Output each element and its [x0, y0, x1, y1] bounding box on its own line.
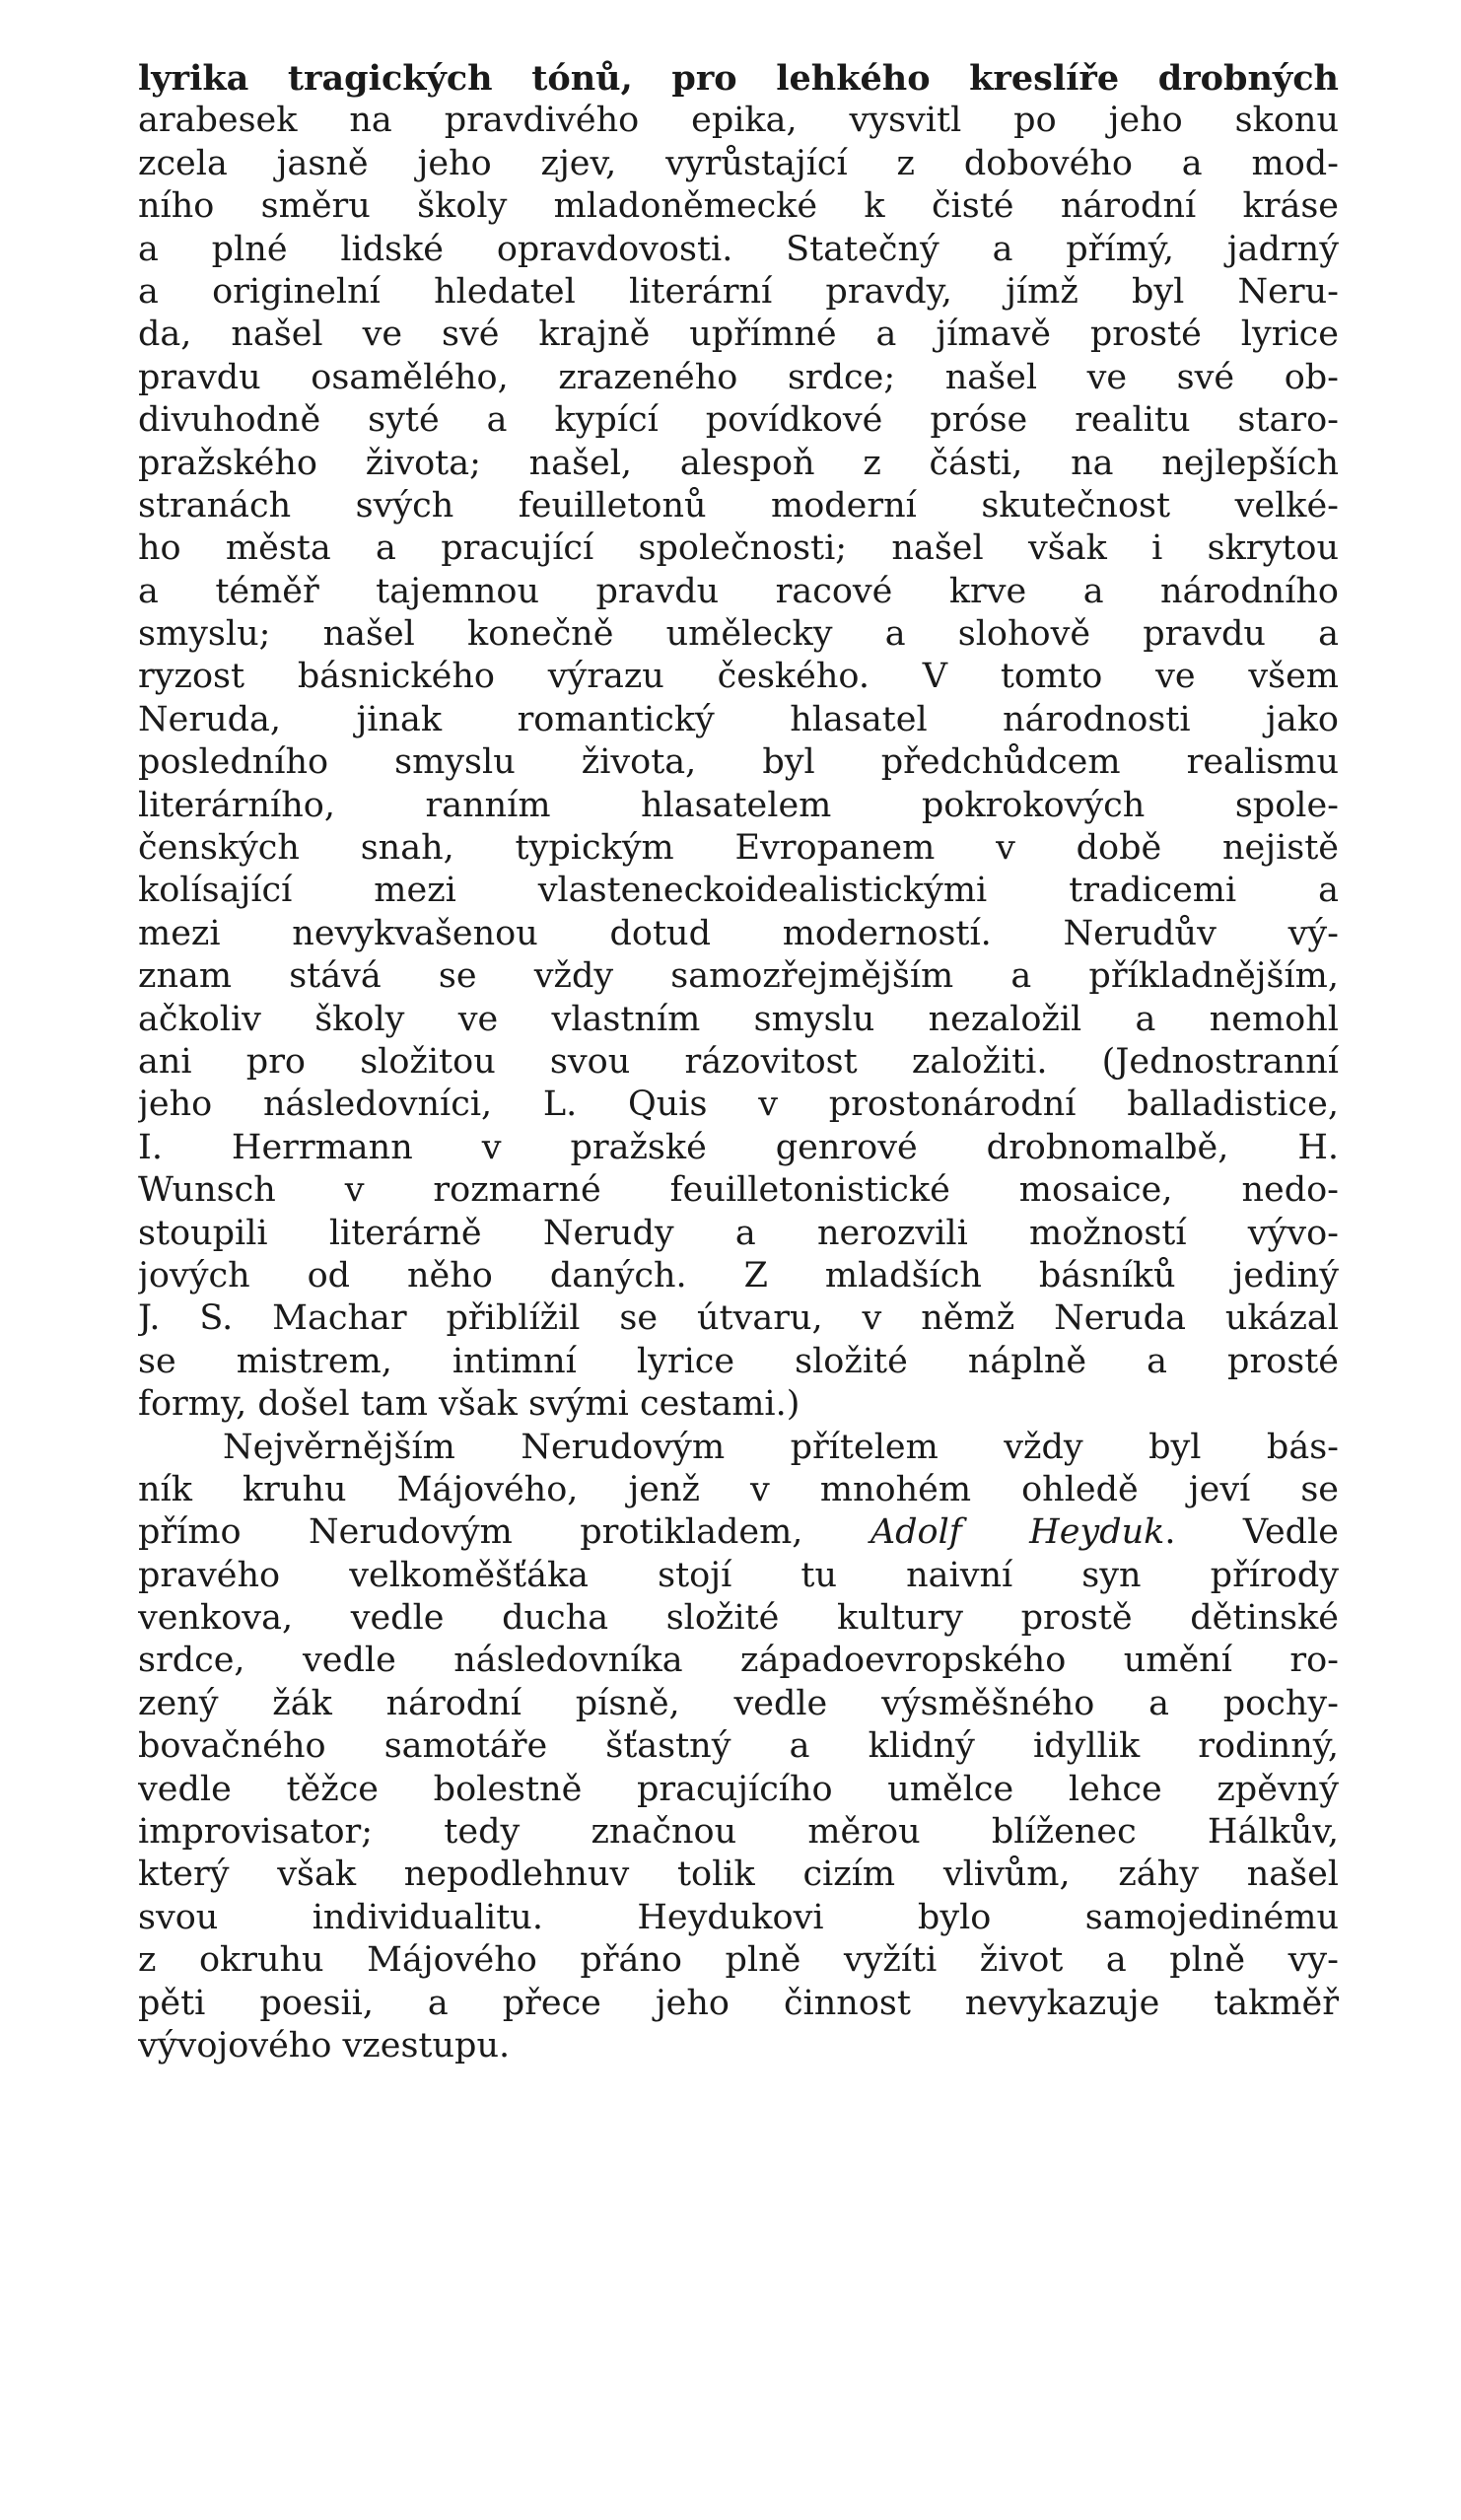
- emphasized-name: Adolf Heyduk: [870, 1512, 1165, 1553]
- text-line: pravého velkoměšťáka stojí tu naivní syn přírody: [138, 1555, 1339, 1595]
- text-line: kolísající mezi vlasteneckoidealistickými tradicemi a: [138, 871, 1339, 911]
- text-line: stranách svých feuilletonů moderní skutečnost velké-: [138, 485, 1339, 525]
- text-line: srdce, vedle následovníka západoevropského umění ro-: [138, 1641, 1339, 1681]
- text-line: lyrika tragických tónů, pro lehkého kreslíře drobných: [138, 58, 1339, 99]
- document-page: [138, 57, 1339, 2067]
- text-line: zený žák národní písně, vedle výsměšného a pochy-: [138, 1683, 1339, 1723]
- text-line: da, našel ve své krajně upřímné a jímavě prosté lyrice: [138, 315, 1339, 355]
- text-line: vedle těžce bolestně pracujícího umělce lehce zpěvný: [138, 1769, 1339, 1809]
- text-line: který však nepodlehnuv tolik cizím vlivům, záhy našel: [138, 1855, 1339, 1895]
- text-line: a téměř tajemnou pravdu racové krve a národního: [138, 571, 1339, 611]
- text-line: improvisator; tedy značnou měrou blíženec Hálkův,: [138, 1812, 1339, 1853]
- text-line: formy, došel tam však svými cestami.): [138, 1384, 800, 1425]
- text-line: mezi nevykvašenou dotud moderností. Nerudův vý-: [138, 913, 1339, 953]
- text-line: arabesek na pravdivého epika, vysvitl po jeho skonu: [138, 101, 1339, 141]
- text-line: stoupili literárně Nerudy a nerozvili možností vývo-: [138, 1213, 1339, 1253]
- text-line: pravdu osamělého, zrazeného srdce; našel ve své ob-: [138, 357, 1339, 397]
- text-line: z okruhu Májového přáno plně vyžíti život a plně vy-: [138, 1940, 1339, 1981]
- text-line: ačkoliv školy ve vlastním smyslu nezaložil a nemohl: [138, 999, 1339, 1039]
- text-line: Nejvěrnějším Nerudovým přítelem vždy byl bás-: [223, 1427, 1339, 1467]
- text-line: ryzost básnického výrazu českého. V tomto ve všem: [138, 657, 1339, 697]
- text-line: vývojového vzestupu.: [138, 2025, 511, 2065]
- text-line: čenských snah, typickým Evropanem v době nejistě: [138, 828, 1339, 869]
- text-line: jeho následovníci, L. Quis v prostonárodní balladistice,: [138, 1085, 1339, 1125]
- text-line: pražského života; našel, alespoň z části, na nejlepších: [138, 443, 1339, 483]
- text-line: divuhodně syté a kypící povídkové próse realitu staro-: [138, 400, 1339, 441]
- text-line: ního směru školy mladoněmecké k čisté národní kráse: [138, 186, 1339, 227]
- text-line: jových od něho daných. Z mladších básníků jediný: [138, 1255, 1339, 1295]
- text-line: venkova, vedle ducha složité kultury prostě dětinské: [138, 1598, 1339, 1639]
- text-line: J. S. Machar přiblížil se útvaru, v němž Neruda ukázal: [138, 1298, 1339, 1339]
- text-line: ani pro složitou svou rázovitost založiti. (Jednostranní: [138, 1041, 1339, 1082]
- text-line: Neruda, jinak romantický hlasatel národnosti jako: [138, 699, 1339, 739]
- text-line: a plné lidské opravdovosti. Statečný a přímý, jadrný: [138, 229, 1339, 269]
- text-line: se mistrem, intimní lyrice složité náplně a prosté: [138, 1341, 1339, 1381]
- text-line: ho města a pracující společnosti; našel však i skrytou: [138, 528, 1339, 569]
- text-line: zcela jasně jeho zjev, vyrůstající z dobového a mod-: [138, 143, 1339, 183]
- text-line: posledního smyslu života, byl předchůdcem realismu: [138, 742, 1339, 783]
- paragraph: [138, 1427, 1339, 2068]
- text-line: I. Herrmann v pražské genrové drobnomalbě, H.: [138, 1127, 1339, 1167]
- text-line: ník kruhu Májového, jenž v mnohém ohledě jeví se: [138, 1469, 1339, 1509]
- text-line: bovačného samotáře šťastný a klidný idyllik rodinný,: [138, 1726, 1339, 1767]
- text-line: Wunsch v rozmarné feuilletonistické mosaice, nedo-: [138, 1170, 1339, 1211]
- text-line: literárního, ranním hlasatelem pokrokových spole-: [138, 785, 1339, 825]
- text-line: svou individualitu. Heydukovi bylo samojedinému: [138, 1897, 1339, 1937]
- text-line: znam stává se vždy samozřejmějším a příkladnějším,: [138, 956, 1339, 997]
- text-line: a originelní hledatel literární pravdy, jímž byl Neru-: [138, 271, 1339, 312]
- paragraph: [138, 57, 1339, 1427]
- text-line: přímo Nerudovým protikladem, Adolf Heyduk. Vedle: [138, 1512, 1339, 1553]
- text-line: pěti poesii, a přece jeho činnost nevykazuje takměř: [138, 1983, 1339, 2023]
- text-line: smyslu; našel konečně umělecky a slohově pravdu a: [138, 614, 1339, 655]
